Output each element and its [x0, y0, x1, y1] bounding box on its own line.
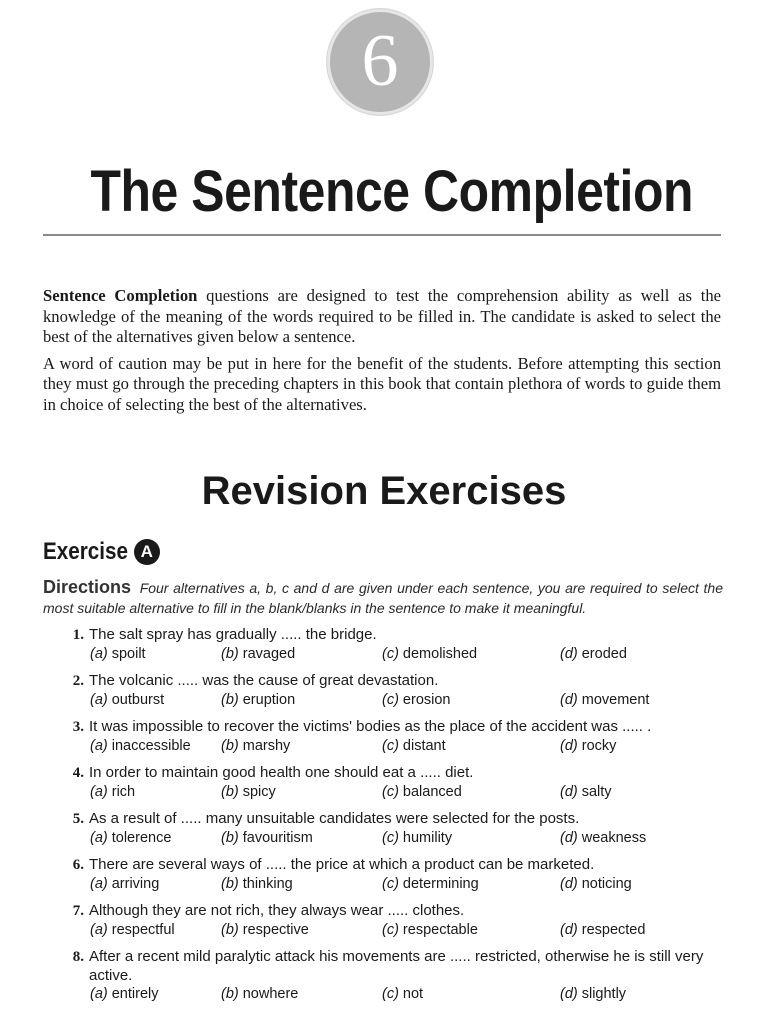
- question-stem: [43, 625, 723, 645]
- option-text: balanced: [402, 784, 462, 800]
- question-number: 7.: [72, 903, 84, 919]
- answer-option[interactable]: [221, 829, 313, 848]
- option-text: tolerence: [111, 830, 172, 846]
- answer-option[interactable]: [560, 985, 626, 1004]
- answer-options: [90, 645, 723, 664]
- option-text: respectful: [111, 922, 175, 938]
- intro-text: [43, 286, 721, 421]
- option-text: distant: [402, 738, 446, 754]
- option-letter: (c): [382, 784, 399, 800]
- option-text: respectable: [402, 922, 478, 938]
- option-text: inaccessible: [111, 738, 191, 754]
- question-text: In order to maintain good health one should eat a ..... diet.: [89, 764, 474, 781]
- question-text: There are several ways of ..... the price at which a product can be marketed.: [89, 856, 595, 873]
- answer-option[interactable]: [221, 875, 293, 894]
- option-letter: (d): [560, 922, 578, 938]
- option-letter: (c): [382, 922, 399, 938]
- answer-option[interactable]: [382, 737, 446, 756]
- question-text: Although they are not rich, they always wear ..... clothes.: [89, 902, 465, 919]
- option-letter: (c): [382, 830, 399, 846]
- option-text: erosion: [402, 692, 451, 708]
- question-number-cell: [43, 626, 89, 645]
- answer-option[interactable]: [560, 645, 627, 664]
- option-text: eroded: [581, 646, 627, 662]
- option-letter: (c): [382, 738, 399, 754]
- question-stem: [43, 763, 723, 783]
- chapter-number: 6: [361, 20, 399, 102]
- answer-options: [90, 737, 723, 756]
- option-text: not: [402, 986, 424, 1002]
- option-text: favouritism: [242, 830, 313, 846]
- question-item: [43, 901, 723, 940]
- answer-option[interactable]: [560, 691, 649, 710]
- answer-option[interactable]: [90, 783, 135, 802]
- intro-paragraph-1-body: questions are designed to test the comprehension ability as well as the knowledge of the meaning of the words required to be filled in. The candidate is asked to select the best of the alternatives given below a sentence.: [43, 286, 721, 346]
- answer-option[interactable]: [221, 691, 295, 710]
- question-stem: [43, 809, 723, 829]
- option-letter: (a): [90, 830, 108, 846]
- option-letter: (b): [221, 784, 239, 800]
- answer-option[interactable]: [560, 875, 632, 894]
- option-text: slightly: [581, 986, 627, 1002]
- question-number: 2.: [72, 673, 84, 689]
- option-text: determining: [402, 876, 479, 892]
- answer-options: [90, 783, 723, 802]
- option-letter: (d): [560, 738, 578, 754]
- option-text: salty: [581, 784, 612, 800]
- question-text: The salt spray has gradually ..... the bridge.: [89, 626, 377, 643]
- option-text: entirely: [111, 986, 159, 1002]
- intro-paragraph-1: [43, 286, 721, 348]
- answer-option[interactable]: [90, 645, 146, 664]
- option-letter: (d): [560, 986, 578, 1002]
- exercise-letter-badge: A: [134, 539, 160, 565]
- option-letter: (a): [90, 784, 108, 800]
- question-number: 5.: [72, 811, 84, 827]
- answer-options: [90, 921, 723, 940]
- answer-option[interactable]: [221, 645, 295, 664]
- question-number: 6.: [72, 857, 84, 873]
- option-letter: (a): [90, 738, 108, 754]
- option-letter: (b): [221, 986, 239, 1002]
- option-text: rocky: [581, 738, 617, 754]
- option-text: humility: [402, 830, 453, 846]
- question-number: 4.: [72, 765, 84, 781]
- question-item: [43, 809, 723, 848]
- option-text: outburst: [111, 692, 165, 708]
- answer-option[interactable]: [560, 921, 645, 940]
- answer-option[interactable]: [90, 985, 158, 1004]
- option-letter: (d): [560, 876, 578, 892]
- exercise-label: Exercise: [43, 538, 128, 565]
- answer-option[interactable]: [560, 783, 612, 802]
- answer-option[interactable]: [90, 921, 175, 940]
- option-text: demolished: [402, 646, 478, 662]
- answer-option[interactable]: [382, 691, 450, 710]
- question-item: [43, 855, 723, 894]
- answer-option[interactable]: [382, 875, 479, 894]
- section-title: Revision Exercises: [201, 469, 567, 513]
- answer-option[interactable]: [221, 921, 309, 940]
- option-text: spoilt: [111, 646, 146, 662]
- title-divider: [43, 234, 721, 236]
- option-letter: (a): [90, 646, 108, 662]
- option-letter: (c): [382, 646, 399, 662]
- chapter-number-badge: [327, 9, 433, 115]
- option-letter: (d): [560, 830, 578, 846]
- option-text: spicy: [242, 784, 276, 800]
- question-number: 8.: [72, 949, 84, 965]
- question-number: 1.: [72, 627, 84, 643]
- option-letter: (c): [382, 692, 399, 708]
- directions-label: Directions: [43, 577, 132, 597]
- question-number-cell: [43, 856, 89, 875]
- question-stem: [43, 855, 723, 875]
- option-letter: (d): [560, 692, 578, 708]
- option-letter: (d): [560, 646, 578, 662]
- answer-options: [90, 985, 723, 1004]
- option-text: rich: [111, 784, 136, 800]
- answer-option[interactable]: [221, 985, 298, 1004]
- option-text: eruption: [242, 692, 296, 708]
- option-letter: (b): [221, 692, 239, 708]
- option-letter: (b): [221, 922, 239, 938]
- question-text: After a recent mild paralytic attack his movements are ..... restricted, otherwise he is still very active.: [89, 948, 704, 984]
- option-letter: (a): [90, 692, 108, 708]
- question-item: [43, 717, 723, 756]
- directions-text: Four alternatives a, b, c and d are given under each sentence, you are required to select the most suitable alternative to fill in the blank/blanks in the sentence to make it meaningful.: [43, 580, 723, 616]
- question-number-cell: [43, 902, 89, 921]
- option-text: marshy: [242, 738, 291, 754]
- exercise-heading: [43, 536, 160, 568]
- option-text: nowhere: [242, 986, 299, 1002]
- option-letter: (a): [90, 876, 108, 892]
- option-letter: (b): [221, 646, 239, 662]
- question-item: [43, 625, 723, 664]
- question-number-cell: [43, 810, 89, 829]
- question-number: 3.: [72, 719, 84, 735]
- option-text: respective: [242, 922, 309, 938]
- question-item: [43, 671, 723, 710]
- answer-option[interactable]: [382, 985, 423, 1004]
- question-stem: [43, 901, 723, 921]
- question-item: [43, 763, 723, 802]
- option-text: weakness: [581, 830, 647, 846]
- answer-options: [90, 875, 723, 894]
- answer-option[interactable]: [382, 921, 478, 940]
- option-text: ravaged: [242, 646, 296, 662]
- answer-option[interactable]: [90, 737, 191, 756]
- option-text: thinking: [242, 876, 293, 892]
- answer-option[interactable]: [90, 875, 159, 894]
- question-item: [43, 947, 723, 1004]
- option-text: arriving: [111, 876, 160, 892]
- answer-option[interactable]: [382, 829, 452, 848]
- option-letter: (c): [382, 986, 399, 1002]
- option-text: respected: [581, 922, 646, 938]
- answer-option[interactable]: [382, 645, 477, 664]
- option-letter: (a): [90, 986, 108, 1002]
- option-letter: (b): [221, 876, 239, 892]
- answer-option[interactable]: [221, 783, 276, 802]
- chapter-title: The Sentence Completion: [90, 159, 694, 224]
- answer-option[interactable]: [382, 783, 462, 802]
- question-text: It was impossible to recover the victims' bodies as the place of the accident was ..... .: [89, 718, 652, 735]
- question-text: As a result of ..... many unsuitable candidates were selected for the posts.: [89, 810, 580, 827]
- option-letter: (b): [221, 738, 239, 754]
- option-letter: (b): [221, 830, 239, 846]
- answer-option[interactable]: [560, 829, 646, 848]
- question-stem: [43, 671, 723, 691]
- intro-lead-term: Sentence Completion: [43, 286, 198, 305]
- option-letter: (d): [560, 784, 578, 800]
- answer-option[interactable]: [221, 737, 290, 756]
- option-text: noticing: [581, 876, 632, 892]
- question-number-cell: [43, 672, 89, 691]
- question-number-cell: [43, 948, 89, 967]
- question-text: The volcanic ..... was the cause of great devastation.: [89, 672, 439, 689]
- answer-option[interactable]: [90, 691, 164, 710]
- question-number-cell: [43, 718, 89, 737]
- answer-option[interactable]: [90, 829, 171, 848]
- option-text: movement: [581, 692, 650, 708]
- option-letter: (a): [90, 922, 108, 938]
- question-list: [43, 625, 723, 1011]
- answer-options: [90, 829, 723, 848]
- intro-paragraph-2: A word of caution may be put in here for the benefit of the students. Before attempting this section they must go through the preceding chapters in this book that contain plethora of words to guide them in choice of selecting the best of the alternatives.: [43, 353, 721, 414]
- question-stem: [43, 717, 723, 737]
- directions: [43, 577, 723, 618]
- answer-option[interactable]: [560, 737, 616, 756]
- answer-options: [90, 691, 723, 710]
- question-stem: [43, 947, 723, 985]
- option-letter: (c): [382, 876, 399, 892]
- question-number-cell: [43, 764, 89, 783]
